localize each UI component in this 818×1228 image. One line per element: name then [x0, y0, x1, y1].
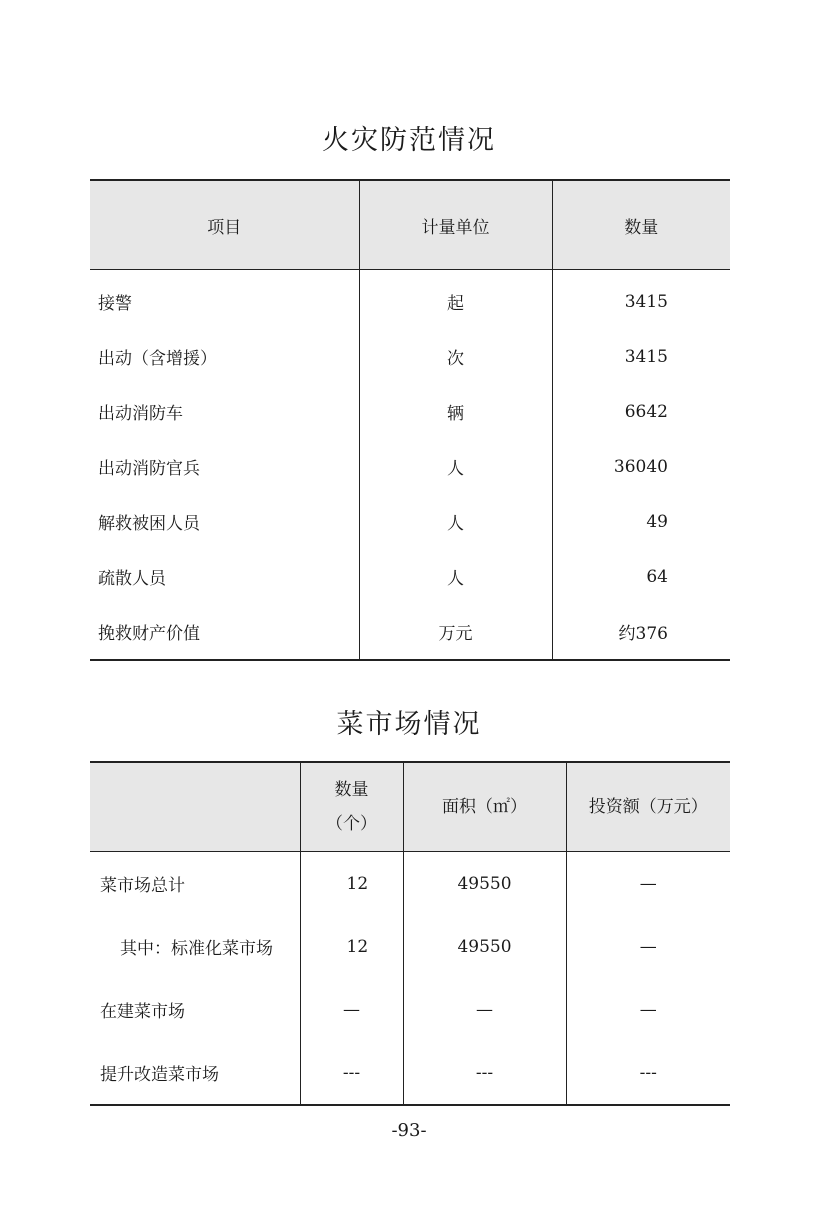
- row-item: 出动（含增援）: [98, 349, 217, 369]
- row-investment: ---: [566, 1041, 730, 1105]
- row-count: 12: [300, 852, 403, 916]
- row-area: 49550: [403, 915, 566, 978]
- row-unit: 人: [359, 549, 552, 604]
- row-item: 接警: [98, 294, 132, 314]
- row-label: 提升改造菜市场: [100, 1065, 219, 1085]
- header-area: 面积（㎡）: [403, 762, 566, 852]
- row-value: 3415: [552, 329, 730, 384]
- fire-table-title: 火灾防范情况: [322, 125, 496, 156]
- vegetable-market-table: [90, 761, 730, 1106]
- header-investment: 投资额（万元）: [566, 762, 730, 852]
- row-area: 49550: [403, 852, 566, 916]
- row-count: —: [300, 978, 403, 1041]
- row-count: 12: [300, 915, 403, 978]
- row-unit: 辆: [359, 384, 552, 439]
- fire-prevention-table: [90, 179, 730, 661]
- header-count-line2: （个）: [326, 814, 377, 834]
- header-unit: 计量单位: [359, 180, 552, 270]
- row-label: 其中：标准化菜市场: [120, 939, 273, 959]
- row-item: 挽救财产价值: [98, 624, 200, 644]
- table-row: [90, 494, 730, 549]
- row-label: 菜市场总计: [100, 876, 185, 896]
- table-row: [90, 384, 730, 439]
- row-unit: 人: [359, 494, 552, 549]
- row-value: 约376: [552, 604, 730, 660]
- table-row: [90, 915, 730, 978]
- header-item: 项目: [90, 180, 359, 270]
- table-header-row: [90, 762, 730, 852]
- row-item: 解救被困人员: [98, 514, 200, 534]
- row-area: —: [403, 978, 566, 1041]
- table-row: [90, 439, 730, 494]
- row-area: ---: [403, 1041, 566, 1105]
- table-row: [90, 604, 730, 660]
- header-count-line1: 数量: [334, 780, 369, 800]
- page-number: -93-: [391, 1120, 427, 1141]
- row-investment: —: [566, 915, 730, 978]
- header-quantity: 数量: [552, 180, 730, 270]
- row-unit: 人: [359, 439, 552, 494]
- row-item: 出动消防官兵: [98, 459, 200, 479]
- row-value: 3415: [552, 270, 730, 330]
- table-row: [90, 852, 730, 916]
- table-header-row: [90, 180, 730, 270]
- table-row: [90, 978, 730, 1041]
- row-label: 在建菜市场: [100, 1002, 185, 1022]
- table-row: [90, 329, 730, 384]
- row-unit: 万元: [359, 604, 552, 660]
- row-value: 49: [552, 494, 730, 549]
- row-unit: 起: [359, 270, 552, 330]
- row-count: ---: [300, 1041, 403, 1105]
- header-count: [300, 762, 403, 852]
- row-investment: —: [566, 852, 730, 916]
- row-unit: 次: [359, 329, 552, 384]
- header-blank: [90, 762, 300, 852]
- row-item: 出动消防车: [98, 404, 183, 424]
- table-row: [90, 1041, 730, 1105]
- row-value: 6642: [552, 384, 730, 439]
- table-row: [90, 270, 730, 330]
- market-table-title: 菜市场情况: [336, 709, 482, 740]
- table-row: [90, 549, 730, 604]
- row-investment: —: [566, 978, 730, 1041]
- row-value: 36040: [552, 439, 730, 494]
- row-item: 疏散人员: [98, 569, 166, 589]
- row-value: 64: [552, 549, 730, 604]
